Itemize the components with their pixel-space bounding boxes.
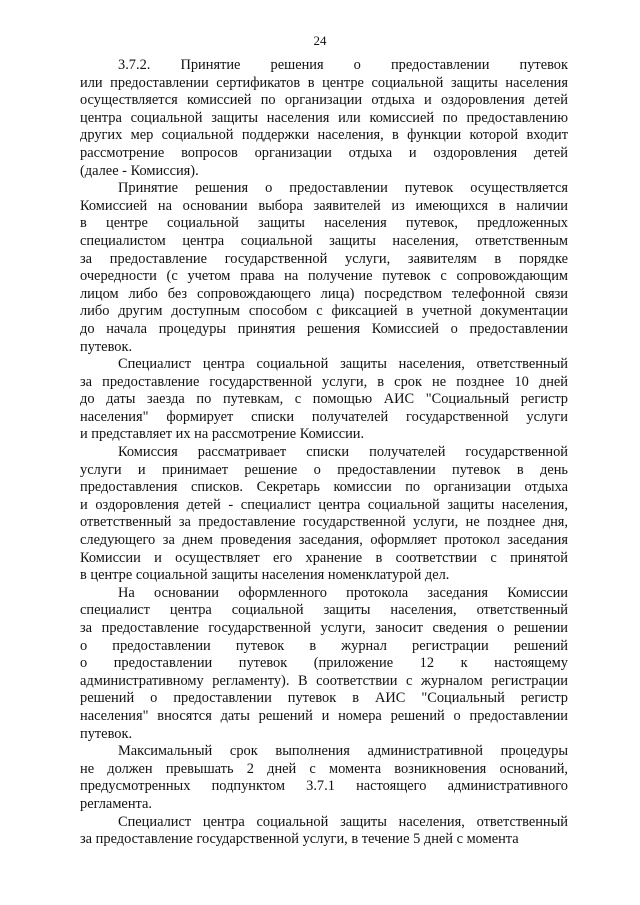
text-line: На основании оформленного протокола заседания Комиссии	[118, 584, 568, 601]
text-line: за предоставление государственной услуги, заносит сведения о решении	[80, 620, 568, 636]
text-line: Комиссии и осуществляет его хранение в соответствии с принятой	[80, 549, 568, 566]
text-line: либо другим доступным способом с фиксацией в учетной документации	[80, 303, 568, 320]
text-line: следующего за днем проведения заседания, оформляет протокол заседания	[80, 532, 568, 549]
text-line: или предоставлении сертификатов в центре социальной защиты населения	[80, 74, 568, 91]
text-line: путевок.	[80, 725, 133, 742]
text-line: и представляет их на рассмотрение Комиссии.	[80, 426, 365, 443]
paragraph-p1	[80, 57, 568, 180]
paragraph-p3	[80, 356, 568, 444]
text-line: Максимальный срок выполнения административной процедуры	[118, 743, 568, 760]
text-line: до даты заезда по путевкам, с помощью АИС "Социальный регистр	[80, 391, 568, 408]
text-line: Специалист центра социальной защиты населения, ответственный	[118, 813, 568, 830]
text-line: административному регламенту). В соответствии с журналом регистрации	[80, 672, 568, 689]
text-line: за предоставление государственной услуги, в срок не позднее 10 дней	[80, 373, 568, 390]
paragraph-p2	[80, 180, 568, 356]
text-line: ответственный за предоставление государственной услуги, не позднее дня,	[80, 514, 568, 531]
text-line: 3.7.2. Принятие решения о предоставлении путевок	[118, 57, 568, 73]
text-line: в центре социальной защиты населения номенклатурой дел.	[80, 567, 450, 584]
text-line: услуги и принимает решение о предоставлении путевок в день	[80, 461, 568, 478]
text-line: предусмотренных подпунктом 3.7.1 настоящего административного	[80, 778, 568, 795]
paragraph-p6	[80, 743, 568, 813]
text-line: населения" вносятся даты решений и номера решений о предоставлении	[80, 707, 568, 724]
text-line: и оздоровления детей - специалист центра социальной защиты населения,	[80, 496, 568, 513]
text-line: путевок.	[80, 338, 133, 355]
text-line: специалистом центра социальной защиты населения, ответственным	[80, 232, 568, 249]
page-number: 24	[313, 33, 327, 48]
text-line: в центре социальной защиты населения путевок, предложенных	[80, 215, 568, 232]
text-line: регламента.	[80, 795, 152, 812]
text-line: рассмотрение вопросов организации отдыха и оздоровления детей	[80, 144, 568, 161]
text-line: специалист центра социальной защиты населения, ответственный	[80, 602, 568, 619]
text-line: очередности (с учетом права на получение путевок с сопровождающим	[80, 268, 568, 285]
text-line: за предоставление государственной услуги, заявителям в порядке	[80, 250, 568, 267]
text-line: других мер социальной поддержки населения, в функции которой входит	[80, 127, 568, 144]
text-line: о предоставлении путевок (приложение 12 к настоящему	[80, 655, 568, 672]
text-line: не должен превышать 2 дней с момента возникновения оснований,	[80, 760, 568, 777]
paragraph-p5	[80, 585, 568, 743]
text-line: центра социальной защиты населения или комиссией по предоставлению	[80, 109, 568, 126]
text-line: до начала процедуры принятия решения Комиссией о предоставлении	[80, 320, 568, 337]
text-line: о предоставлении путевок в журнал регистрации решений	[80, 637, 568, 654]
text-line: (далее - Комиссия).	[80, 162, 199, 179]
text-line: Комиссией на основании выбора заявителей из имеющихся в наличии	[80, 197, 568, 214]
text-line: предоставления списков. Секретарь комиссии по организации отдыха	[80, 479, 568, 496]
paragraph-p7	[80, 814, 568, 849]
text-line: Принятие решения о предоставлении путевок осуществляется	[118, 180, 568, 197]
document-body	[80, 57, 568, 849]
text-line: решений о предоставлении путевок в АИС "Социальный регистр	[80, 690, 568, 707]
paragraph-p4	[80, 444, 568, 585]
text-line: Комиссия рассматривает списки получателей государственной	[118, 444, 568, 461]
text-line: Специалист центра социальной защиты населения, ответственный	[118, 356, 568, 373]
text-line: за предоставление государственной услуги, в течение 5 дней с момента	[80, 831, 519, 848]
text-line: населения" формирует списки получателей государственной услуги	[80, 408, 568, 425]
text-line: осуществляется комиссией по организации отдыха и оздоровления детей	[80, 92, 568, 109]
text-line: лицом либо без сопровождающего лица) посредством телефонной связи	[80, 285, 568, 302]
